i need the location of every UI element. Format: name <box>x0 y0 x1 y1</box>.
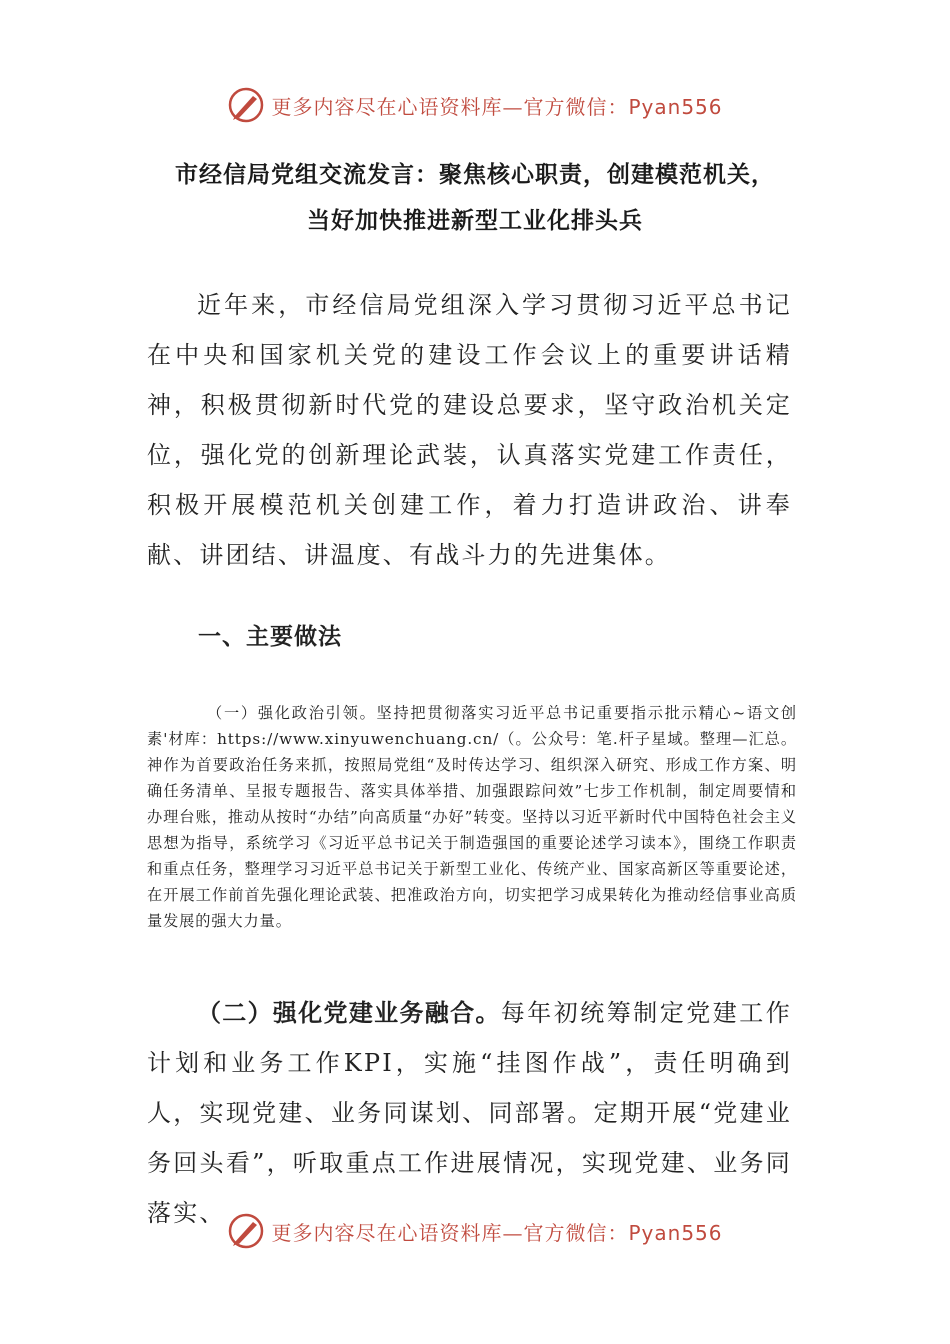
document-title-line-1: 市经信局党组交流发言：聚焦核心职责，创建模范机关， <box>175 162 775 188</box>
header-banner <box>0 80 950 130</box>
item-2-lead: （二）强化党建业务融合。 <box>197 999 501 1027</box>
item-1-paragraph: （一）强化政治引领。坚持把贯彻落实习近平总书记重要指示批示精心~语文创素'材库：https://www.xinyuwenchuang.cn/（。公众号：笔.杆子星域。整理—汇总。神作为首要政治任务来抓，按照局党组“及时传达学习、组织深入研究、形成工作方案、明确任务清单、呈报专题报告、落实具体举措、加强跟踪问效”七步工作机制，制定周要情和办理台账，推动从按时“办结”向高质量“办好”转变。坚持以习近平新时代中国特色社会主义思想为指导，系统学习《习近平总书记关于制造强国的重要论述学习读本》，围绕工作职责和重点任务，整理学习习近平总书记关于新型工业化、传统产业、国家高新区等重要论述，在开展工作前首先强化理论武装、把准政治方向，切实把学习成果转化为推动经信事业高质量发展的强大力量。 <box>147 704 797 930</box>
footer-banner <box>0 1206 950 1256</box>
banner-text: 更多内容尽在心语资料库—官方微信：Pyan556 <box>271 1220 723 1245</box>
item-2-body: 每年初统筹制定党建工作计划和业务工作KPI，实施“挂图作战”，责任明确到人，实现党建、业务同谋划、同部署。定期开展“党建业务回头看”，听取重点工作进展情况，实现党建、业务同落实、 <box>147 999 793 1227</box>
pen-logo-icon <box>227 1212 265 1250</box>
item-2-paragraph <box>147 988 792 1238</box>
intro-paragraph: 近年来，市经信局党组深入学习贯彻习近平总书记在中央和国家机关党的建设工作会议上的重要讲话精神，积极贯彻新时代党的建设总要求，坚守政治机关定位，强化党的创新理论武装，认真落实党建工作责任，积极开展模范机关创建工作，着力打造讲政治、讲奉献、讲团结、讲温度、有战斗力的先进集体。 <box>147 291 792 569</box>
document-title-line-2: 当好加快推进新型工业化排头兵 <box>307 208 643 234</box>
pen-logo-icon <box>227 86 265 124</box>
banner-text: 更多内容尽在心语资料库—官方微信：Pyan556 <box>271 94 723 119</box>
section-heading: 一、主要做法 <box>198 624 342 650</box>
